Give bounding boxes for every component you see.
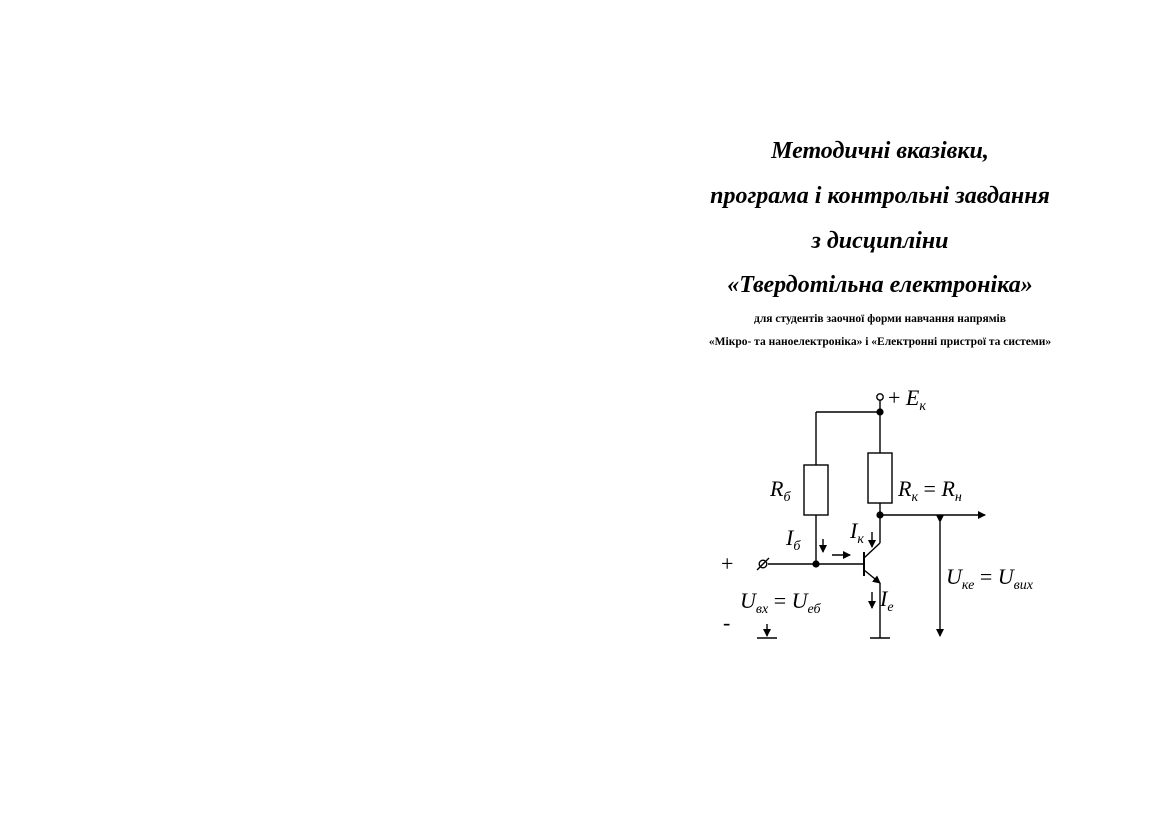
- rb-label: $R_б$: [770, 476, 791, 505]
- uout-label: $U_{ке} = U_{вих}$: [946, 564, 1033, 593]
- transistor-emitter: [864, 570, 880, 583]
- uin-label: $U_{вх} = U_{еб}$: [740, 588, 821, 617]
- ib-label: $I_б$: [786, 525, 801, 554]
- supply-terminal: [877, 394, 883, 400]
- subtitle-line-2: «Мікро- та наноелектроніка» і «Електронні пристрої та системи»: [708, 336, 1052, 348]
- input-plus-label: +: [721, 551, 734, 576]
- supply-label: + $E_к$: [888, 385, 926, 414]
- input-minus-label: -: [723, 610, 731, 635]
- title-line-3: з дисципліни: [811, 228, 949, 254]
- junction-dot-top: [876, 408, 883, 415]
- transistor-amplifier-circuit: [700, 380, 1060, 650]
- subtitle-line-1: для студентів заочної форми навчання напрямів: [754, 313, 1006, 325]
- junction-dot-collector: [876, 511, 883, 518]
- ie-label: $I_е$: [880, 586, 894, 615]
- rb-resistor: [804, 465, 828, 515]
- title-line-1: Методичні вказівки,: [771, 138, 989, 164]
- title-line-2: програма і контрольні завдання: [710, 183, 1050, 209]
- junction-dot-base: [812, 560, 819, 567]
- rk-resistor: [868, 453, 892, 503]
- title-line-4: «Твердотільна електроніка»: [727, 272, 1033, 298]
- ik-label: $I_к$: [850, 518, 864, 547]
- rk-label: $R_к = R_н$: [898, 476, 962, 505]
